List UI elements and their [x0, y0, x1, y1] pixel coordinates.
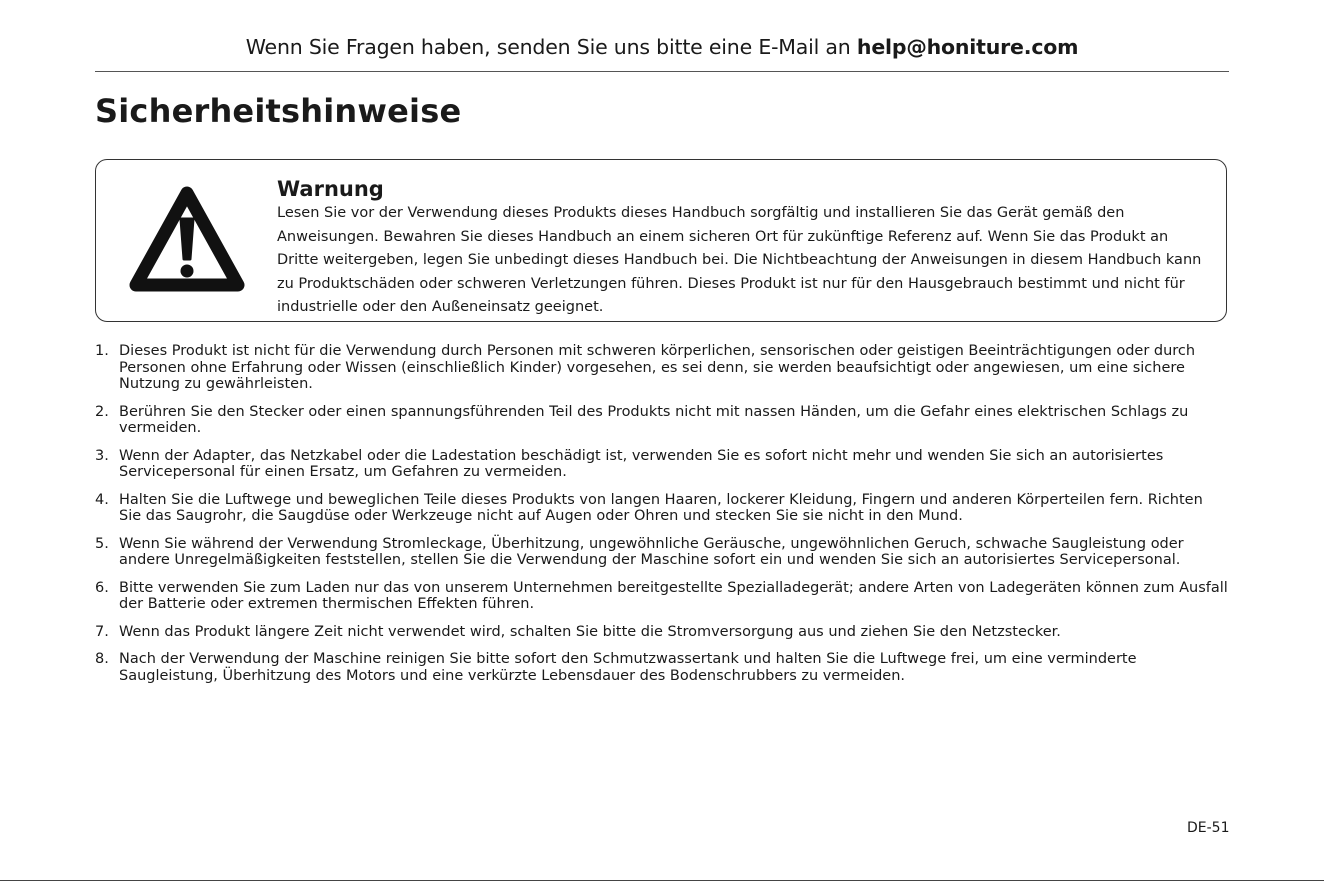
page-title: Sicherheitshinweise	[95, 92, 462, 130]
item-number: 5.	[95, 535, 109, 552]
list-item	[95, 536, 1229, 569]
item-text: Wenn Sie während der Verwendung Stromleckage, Überhitzung, ungewöhnliche Geräusche, ungewöhnlichen Geruch, schwache Saugleistung oder andere Unregelmäßigkeiten feststellen, stellen Sie die Verwendung der Maschine sofort ein und wenden Sie sich an autorisiertes Servicepersonal.	[119, 535, 1184, 568]
page-number: DE-51	[1187, 820, 1230, 836]
page-header	[95, 30, 1229, 64]
item-number: 4.	[95, 491, 109, 508]
item-number: 7.	[95, 623, 109, 640]
item-text: Halten Sie die Luftwege und beweglichen Teile dieses Produkts von langen Haaren, lockerer Kleidung, Fingern und anderen Körperteilen fern. Richten Sie das Saugrohr, die Saugdüse oder Werkzeuge nicht auf Augen oder Ohren und stecken Sie sie nicht in den Mund.	[119, 491, 1203, 524]
item-text: Bitte verwenden Sie zum Laden nur das von unserem Unternehmen bereitgestellte Spezialladegerät; andere Arten von Ladegeräten können zum Ausfall der Batterie oder extremen thermischen Effekten führen.	[119, 579, 1228, 612]
item-number: 6.	[95, 579, 109, 596]
item-number: 8.	[95, 651, 109, 667]
item-text: Nach der Verwendung der Maschine reinigen Sie bitte sofort den Schmutzwassertank und halten Sie die Luftwege frei, um eine verminderte Saugleistung, Überhitzung des Motors und eine verkürzte Lebensdauer des Bodenschrubbers zu vermeiden.	[119, 651, 1137, 684]
warning-triangle-icon	[126, 183, 248, 298]
item-text: Wenn der Adapter, das Netzkabel oder die Ladestation beschädigt ist, verwenden Sie es sofort nicht mehr und wenden Sie sich an autorisiertes Servicepersonal für einen Ersatz, um Gefahren zu vermeiden.	[119, 447, 1164, 480]
list-item	[95, 651, 1229, 684]
warning-text: Lesen Sie vor der Verwendung dieses Produkts dieses Handbuch sorgfältig und installieren Sie das Gerät gemäß den Anweisungen. Bewahren Sie dieses Handbuch an einem sicheren Ort für zukünftige Referenz auf. Wenn Sie das Produkt an Dritte weitergeben, legen Sie unbedingt dieses Handbuch bei. Die Nichtbeachtung der Anweisungen in diesem Handbuch kann zu Produktschäden oder schweren Verletzungen führen. Dieses Produkt ist nur für den Hausgebrauch bestimmt und nicht für industrielle oder den Außeneinsatz geeignet.	[277, 205, 1202, 315]
item-text: Berühren Sie den Stecker oder einen spannungsführenden Teil des Produkts nicht mit nassen Händen, um die Gefahr eines elektrischen Schlags zu vermeiden.	[119, 403, 1189, 436]
warning-title: Warnung	[277, 177, 384, 201]
item-text: Dieses Produkt ist nicht für die Verwendung durch Personen mit schweren körperlichen, sensorischen oder geistigen Beeinträchtigungen oder durch Personen ohne Erfahrung oder Wissen (einschließlich Kinder) vorgesehen, es sei denn, sie werden beaufsichtigt oder angewiesen, um eine sichere Nutzung zu gewährleisten.	[119, 343, 1196, 392]
list-item	[95, 343, 1229, 393]
item-number: 2.	[95, 403, 109, 420]
support-email: help@honiture.com	[856, 35, 1079, 59]
warning-box	[95, 159, 1227, 322]
list-item	[95, 624, 1229, 641]
item-number: 1.	[95, 343, 109, 359]
item-number: 3.	[95, 447, 109, 464]
bottom-divider	[0, 880, 1324, 881]
list-item	[95, 580, 1229, 613]
list-item	[95, 492, 1229, 525]
list-item	[95, 404, 1229, 437]
item-text: Wenn das Produkt längere Zeit nicht verwendet wird, schalten Sie bitte die Stromversorgung aus und ziehen Sie den Netzstecker.	[119, 623, 1061, 640]
safety-instructions-list	[95, 343, 1229, 695]
header-divider	[95, 71, 1229, 72]
list-item	[95, 448, 1229, 481]
header-text: Wenn Sie Fragen haben, senden Sie uns bitte eine E-Mail an	[245, 35, 851, 59]
